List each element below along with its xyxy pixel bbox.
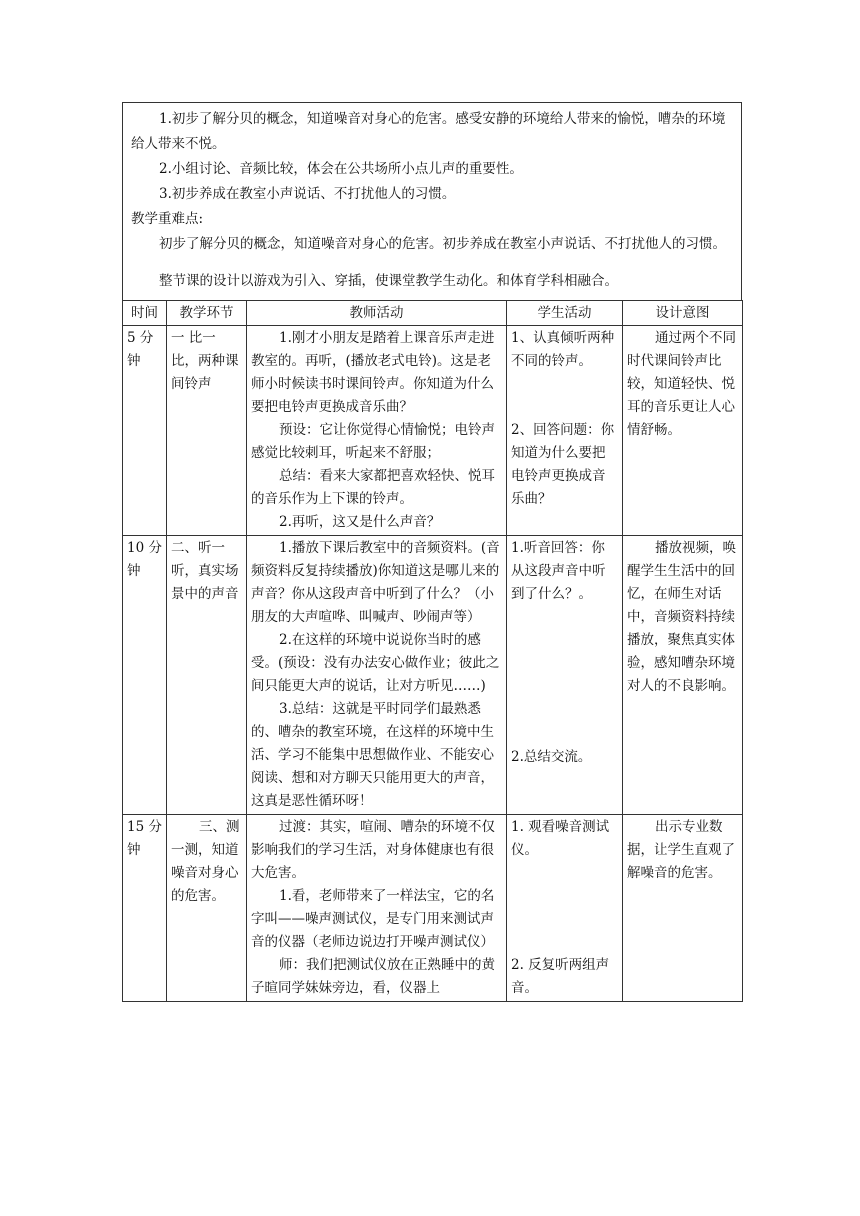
table-row <box>123 326 743 536</box>
keypoints-text: 初步了解分贝的概念，知道噪音对身心的危害。初步养成在教室小声说话、不打扰他人的习惯。 <box>159 236 726 252</box>
cell-teacher <box>247 536 507 815</box>
lesson-plan-document <box>122 102 742 1002</box>
teacher-step: 预设：它让你觉得心情愉悦；电铃声感觉比较刺耳，听起来不舒服； <box>251 422 495 461</box>
cell-stage: 三、测一测，知道噪音对身心的危害。 <box>167 815 247 1002</box>
table-row <box>123 536 743 815</box>
objective-1: 1.初步了解分贝的概念，知道噪音对身心的危害。感受安静的环境给人带来的愉悦，嘈杂的环境给人带来不悦。 <box>131 111 726 152</box>
header-student: 学生活动 <box>507 301 623 326</box>
cell-stage: 一 比一比，两种课间铃声 <box>167 326 247 536</box>
teacher-step: 2.在这样的环境中说说你当时的感受。(预设：没有办法安心做作业；彼此之间只能更大声的说话，让对方听见……) <box>251 632 500 694</box>
cell-time: 15 分钟 <box>123 815 167 1002</box>
cell-student <box>507 815 623 1002</box>
cell-intent: 出示专业数据，让学生直观了解噪音的危害。 <box>623 815 743 1002</box>
teacher-step: 总结：看来大家都把喜欢轻快、悦耳的音乐作为上下课的铃声。 <box>251 468 495 507</box>
teacher-step: 1.播放下课后教室中的音频资料。(音频资料反复持续播放)你知道这是哪儿来的声音？你从这段声音中听到了什么？（小朋友的大声喧哗、叫喊声、吵闹声等） <box>251 540 500 625</box>
lesson-table <box>122 300 743 1002</box>
student-step: 2、回答问题：你知道为什么要把电铃声更换成音乐曲？ <box>511 422 615 507</box>
teacher-step: 3.总结：这就是平时同学们最熟悉的、嘈杂的教室环境，在这样的环境中生活、学习不能集中思想做作业、不能安心阅读、想和对方聊天只能用更大的声音，这真是恶性循环呀！ <box>251 701 494 809</box>
cell-intent: 播放视频，唤醒学生生活中的回忆，在师生对话中，音频资料持续播放，聚焦真实体验，感知嘈杂环境对人的不良影响。 <box>623 536 743 815</box>
cell-teacher <box>247 326 507 536</box>
teacher-step: 1.刚才小朋友是踏着上课音乐声走进教室的。再听，(播放老式电铃)。这是老师小时候读书时课间铃声。你知道为什么要把电铃声更换成音乐曲？ <box>251 330 495 415</box>
teacher-step: 过渡：其实，喧闹、嘈杂的环境不仅影响我们的学习生活，对身体健康也有很大危害。 <box>251 819 495 881</box>
teacher-step: 2.再听，这又是什么声音？ <box>279 514 441 530</box>
header-intent: 设计意图 <box>623 301 743 326</box>
keypoints-label: 教学重难点: <box>131 211 204 227</box>
student-step: 1.听音回答：你从这段声音中听到了什么？。 <box>511 540 606 602</box>
student-step: 2.总结交流。 <box>511 749 592 765</box>
objective-3: 3.初步养成在教室小声说话、不打扰他人的习惯。 <box>159 186 456 202</box>
header-time: 时间 <box>123 301 167 326</box>
header-teacher: 教师活动 <box>247 301 507 326</box>
table-header-row <box>123 301 743 326</box>
teacher-step: 1.看，老师带来了一样法宝，它的名字叫——噪声测试仪，是专门用来测试声音的仪器（老师边说边打开噪声测试仪） <box>251 888 495 950</box>
cell-student <box>507 326 623 536</box>
cell-time: 5 分钟 <box>123 326 167 536</box>
cell-teacher <box>247 815 507 1002</box>
table-row <box>123 815 743 1002</box>
header-stage: 教学环节 <box>167 301 247 326</box>
teacher-step: 师：我们把测试仪放在正熟睡中的黄子暄同学妹妹旁边，看，仪器上 <box>251 957 495 996</box>
cell-stage: 二、听一听，真实场景中的声音 <box>167 536 247 815</box>
student-step: 1、认真倾听两种不同的铃声。 <box>511 330 615 369</box>
design-note: 整节课的设计以游戏为引入、穿插，使课堂教学生动化。和体育学科相融合。 <box>159 273 618 289</box>
student-step: 2. 反复听两组声音。 <box>511 957 610 996</box>
objectives-box <box>122 102 742 300</box>
objective-2: 2.小组讨论、音频比较，体会在公共场所小点儿声的重要性。 <box>159 161 523 177</box>
cell-student <box>507 536 623 815</box>
cell-time: 10 分钟 <box>123 536 167 815</box>
student-step: 1. 观看噪音测试仪。 <box>511 819 610 858</box>
cell-intent: 通过两个不同时代课间铃声比较，知道轻快、悦耳的音乐更让人心情舒畅。 <box>623 326 743 536</box>
